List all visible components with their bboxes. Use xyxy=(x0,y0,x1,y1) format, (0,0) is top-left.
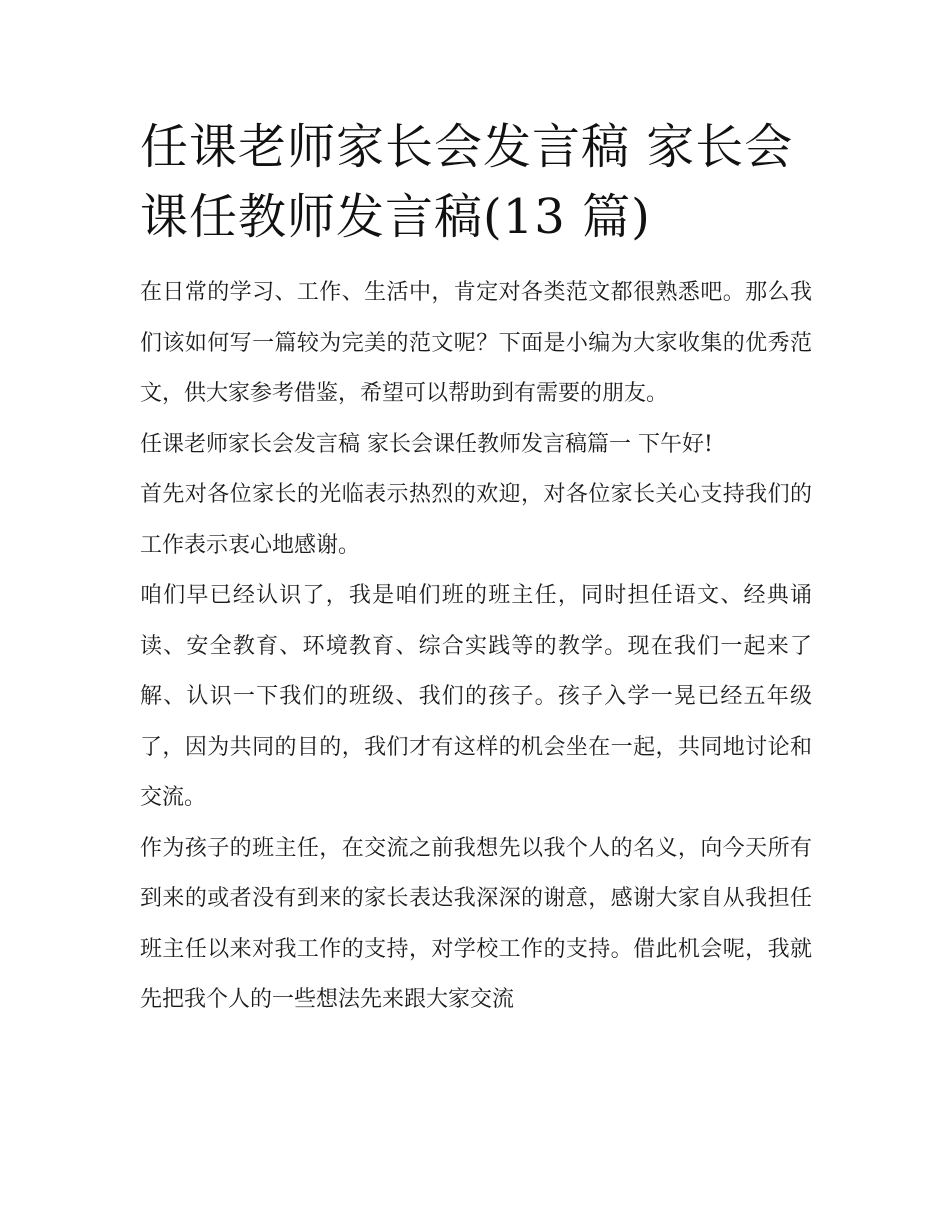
paragraph-intro: 在日常的学习、工作、生活中，肯定对各类范文都很熟悉吧。那么我们该如何写一篇较为完美的范文呢？下面是小编为大家收集的优秀范文，供大家参考借鉴，希望可以帮助到有需要的朋友。 xyxy=(140,280,812,406)
paragraph-introduction: 咱们早已经认识了，我是咱们班的班主任，同时担任语文、经典诵读、安全教育、环境教育、综合实践等的教学。现在我们一起来了解、认识一下我们的班级、我们的孩子。孩子入学一晃已经五年级了，因为共同的目的，我们才有这样的机会坐在一起，共同地讨论和交流。 xyxy=(140,583,812,810)
paragraph-thanks: 作为孩子的班主任，在交流之前我想先以我个人的名义，向今天所有到来的或者没有到来的家长表达我深深的谢意，感谢大家自从我担任班主任以来对我工作的支持，对学校工作的支持。借此机会呢，我就先把我个人的一些想法先来跟大家交流 xyxy=(140,835,812,1012)
document-title: 任课老师家长会发言稿 家长会课任教师发言稿(13 篇) xyxy=(140,119,794,245)
paragraph-section-heading: 任课老师家长会发言稿 家长会课任教师发言稿篇一 下午好! xyxy=(140,431,713,457)
document-page xyxy=(140,112,812,1026)
paragraph-welcome: 首先对各位家长的光临表示热烈的欢迎，对各位家长关心支持我们的工作表示衷心地感谢。 xyxy=(140,482,812,558)
